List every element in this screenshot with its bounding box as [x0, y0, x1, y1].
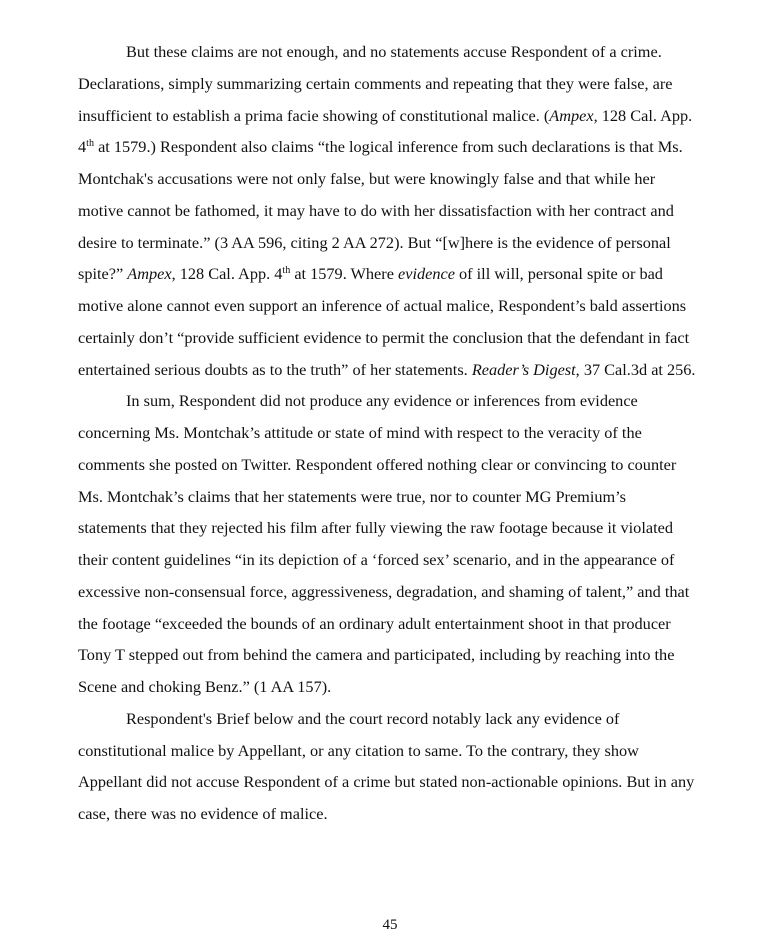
- text-run: of ill will, personal spite or bad motive alone cannot even support an inference of actual malice, Respondent’s bald assertions certainly don’t “provide sufficient evidence to permit the conclusion that the defendant in fact entertained serious doubts as to the truth” of her statements.: [78, 264, 690, 379]
- text-run: at 1579. Where: [290, 264, 399, 284]
- text-run: In sum, Respondent did not produce any evidence or inferences from evidence concerning Ms. Montchak’s attitude or state of mind with respect to the veracity of the comments she posted on Twitter. Respondent offered nothing clear or convincing to counter Ms. Montchak’s claims that her statements were true, nor to counter MG Premium’s statements that they rejected his film after fully viewing the raw footage because it violated their content guidelines “in its depiction of a ‘forced sex’ scenario, and in the appearance of excessive non-consensual force, aggressiveness, degradation, and shaming of talent,” and that the footage “exceeded the bounds of an ordinary adult entertainment shoot in that producer Tony T stepped out from behind the camera and participated, including by reaching into the Scene and choking Benz.” (1 AA 157).: [78, 391, 690, 696]
- text-run: , 128 Cal. App. 4: [171, 264, 283, 284]
- ordinal-superscript: th: [282, 265, 291, 277]
- text-run: , 37 Cal.3d at 256.: [575, 359, 696, 379]
- text-run: Respondent's Brief below and the court record notably lack any evidence of constitutional malice by Appellant, or any citation to same. To the contrary, they show Appellant did not accuse Respondent of a crime but stated non-actionable opinions. But in any case, there was no evidence of malice.: [78, 708, 695, 823]
- text-run: But these claims are not enough, and no statements accuse Respondent of a crime. Declarations, simply summarizing certain comments and repeating that they were false, are insufficient to establish a prima facie showing of constitutional malice. (: [78, 42, 673, 125]
- case-citation-readers-digest: Reader’s Digest: [471, 359, 576, 379]
- text-run: 128 Cal. App. 4: [78, 105, 693, 157]
- page-number: 45: [382, 917, 398, 933]
- text-run: at 1579.) Respondent also claims “the logical inference from such declarations is that Ms. Montchak's accusations were not only false, but were knowingly false and that while her motive cannot be fathomed, it may have to do with her dissatisfaction with her contract and desire to terminate.” (3 AA 596, citing 2 AA 272). But “[w]here is the evidence of personal spite?”: [78, 137, 683, 284]
- emphasis-evidence: evidence: [398, 264, 455, 284]
- paragraph-1: [78, 36, 698, 385]
- case-citation-ampex: Ampex: [127, 264, 172, 284]
- paragraph-3: [78, 703, 698, 830]
- ordinal-superscript: th: [86, 138, 94, 150]
- case-citation-ampex: Ampex,: [549, 105, 598, 125]
- body-text: [78, 36, 698, 830]
- paragraph-2: [78, 385, 698, 703]
